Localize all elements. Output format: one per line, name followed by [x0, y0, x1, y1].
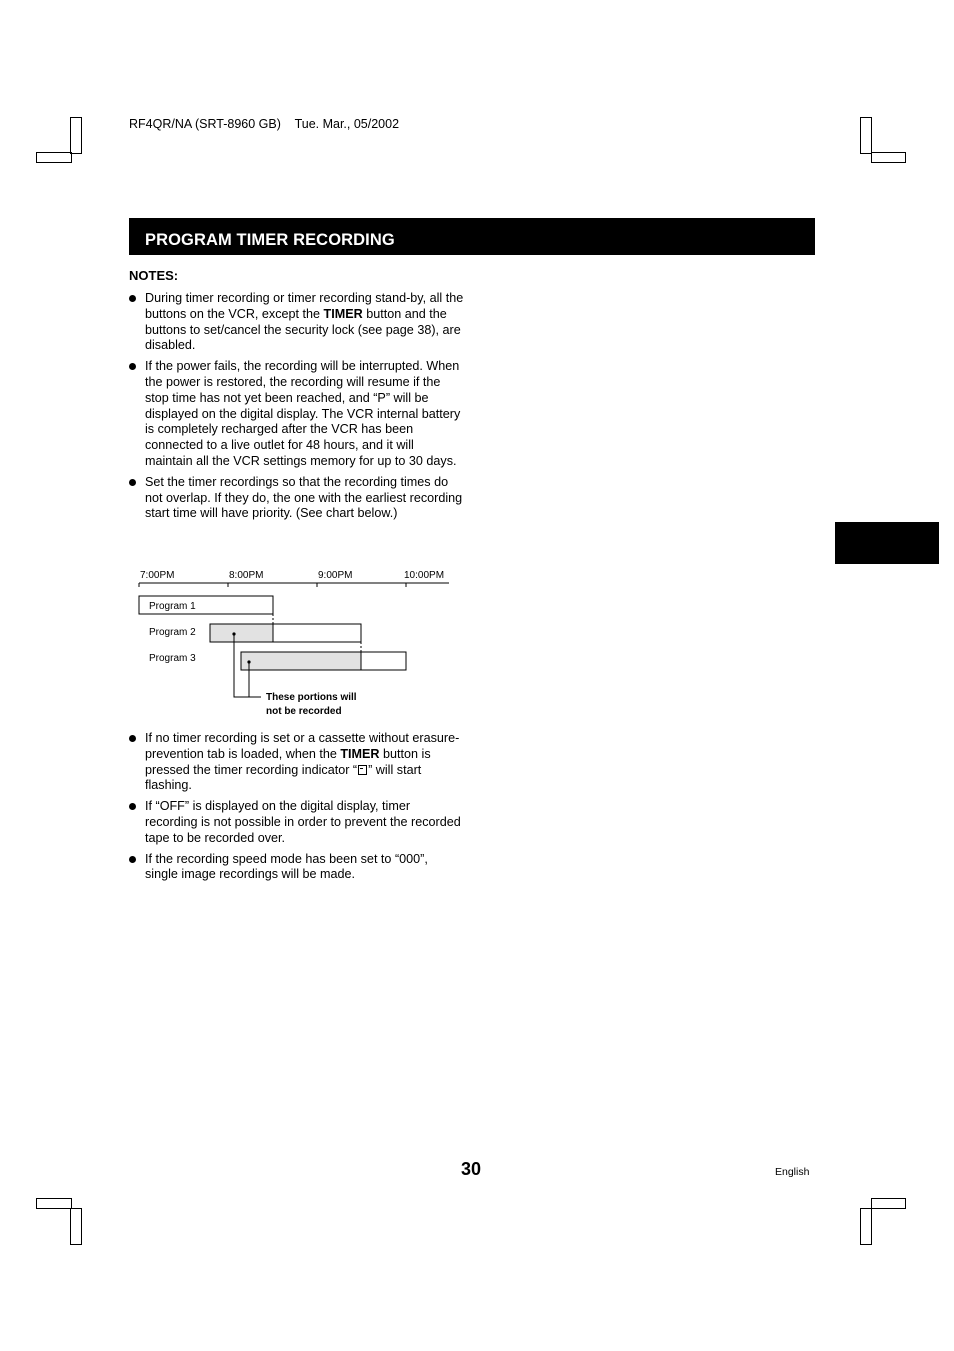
program-3-label: Program 3	[149, 653, 196, 664]
bullet-icon	[129, 295, 136, 302]
note-text: If the power fails, the recording will be interrupted. When the power is restored, the recording will resume if the stop time has not yet been reached, and “P” will be displayed on the digital display. The VCR internal battery is completely recharged after the VCR has been connected to a live outlet for 48 hours, and it will maintain all the VCR settings memory for up to 30 days.	[145, 359, 461, 468]
bullet-icon	[129, 803, 136, 810]
note-text: If “OFF” is displayed on the digital display, timer recording is not possible in order to prevent the recorded tape to be recorded over.	[145, 799, 461, 845]
note-item	[129, 359, 464, 470]
program-3-unrecorded-portion	[241, 652, 361, 670]
time-label-7pm: 7:00PM	[140, 570, 175, 581]
bullet-icon	[129, 735, 136, 742]
crop-mark-top-left-horizontal	[36, 152, 72, 163]
annotation-line-1: These portions will	[266, 692, 357, 703]
timer-button-label: TIMER	[340, 746, 380, 761]
program-1-label: Program 1	[149, 601, 196, 612]
program-2-label: Program 2	[149, 627, 196, 638]
notes-list-top	[129, 291, 464, 527]
crop-mark-top-right-horizontal	[871, 152, 906, 163]
language-label: English	[775, 1166, 810, 1178]
note-text: ” will start flashing.	[145, 762, 422, 793]
note-text: Set the timer recordings so that the recording times do not overlap. If they do, the one with the earliest recording start time will have priority. (See chart below.)	[145, 474, 463, 521]
timer-overlap-diagram	[129, 562, 469, 727]
note-item	[129, 291, 464, 354]
note-text: button is pressed the timer recording indicator “	[145, 746, 431, 777]
note-item	[129, 799, 464, 846]
note-text: If the recording speed mode has been set to “000”, single image recordings will be made.	[145, 851, 428, 882]
note-text: button and the buttons to set/cancel the security lock (see page 38), are disabled.	[145, 306, 461, 353]
note-text: During timer recording or timer recording stand-by, all the buttons on the VCR, except the	[145, 291, 464, 321]
note-item	[129, 731, 464, 794]
time-label-10pm: 10:00PM	[404, 570, 445, 581]
crop-mark-bottom-right-horizontal	[871, 1198, 906, 1209]
page-number: 30	[461, 1159, 482, 1179]
notes-list-bottom	[129, 731, 464, 888]
annotation-line-2: not be recorded	[266, 706, 342, 717]
note-item	[129, 852, 464, 884]
note-item	[129, 475, 464, 522]
crop-mark-bottom-left-vertical	[70, 1208, 82, 1245]
crop-mark-top-right-vertical	[860, 117, 872, 154]
timer-button-label: TIMER	[323, 306, 363, 321]
time-label-9pm: 9:00PM	[318, 570, 353, 581]
notes-heading: NOTES:	[129, 268, 179, 283]
bullet-icon	[129, 479, 136, 486]
program-2-unrecorded-portion	[210, 624, 273, 642]
chapter-side-tab	[835, 522, 939, 564]
section-title-bar	[129, 218, 815, 255]
document-info: RF4QR/NA (SRT-8960 GB) Tue. Mar., 05/2002	[129, 117, 400, 131]
bullet-icon	[129, 856, 136, 863]
crop-mark-bottom-left-horizontal	[36, 1198, 72, 1209]
crop-mark-bottom-right-vertical	[860, 1208, 872, 1245]
section-title: PROGRAM TIMER RECORDING	[145, 231, 395, 249]
bullet-icon	[129, 363, 136, 370]
note-text: If no timer recording is set or a cassette without erasure-prevention tab is loaded, when the	[145, 731, 460, 761]
time-label-8pm: 8:00PM	[229, 570, 264, 581]
timer-indicator-icon	[358, 765, 367, 775]
crop-mark-top-left-vertical	[70, 117, 82, 154]
